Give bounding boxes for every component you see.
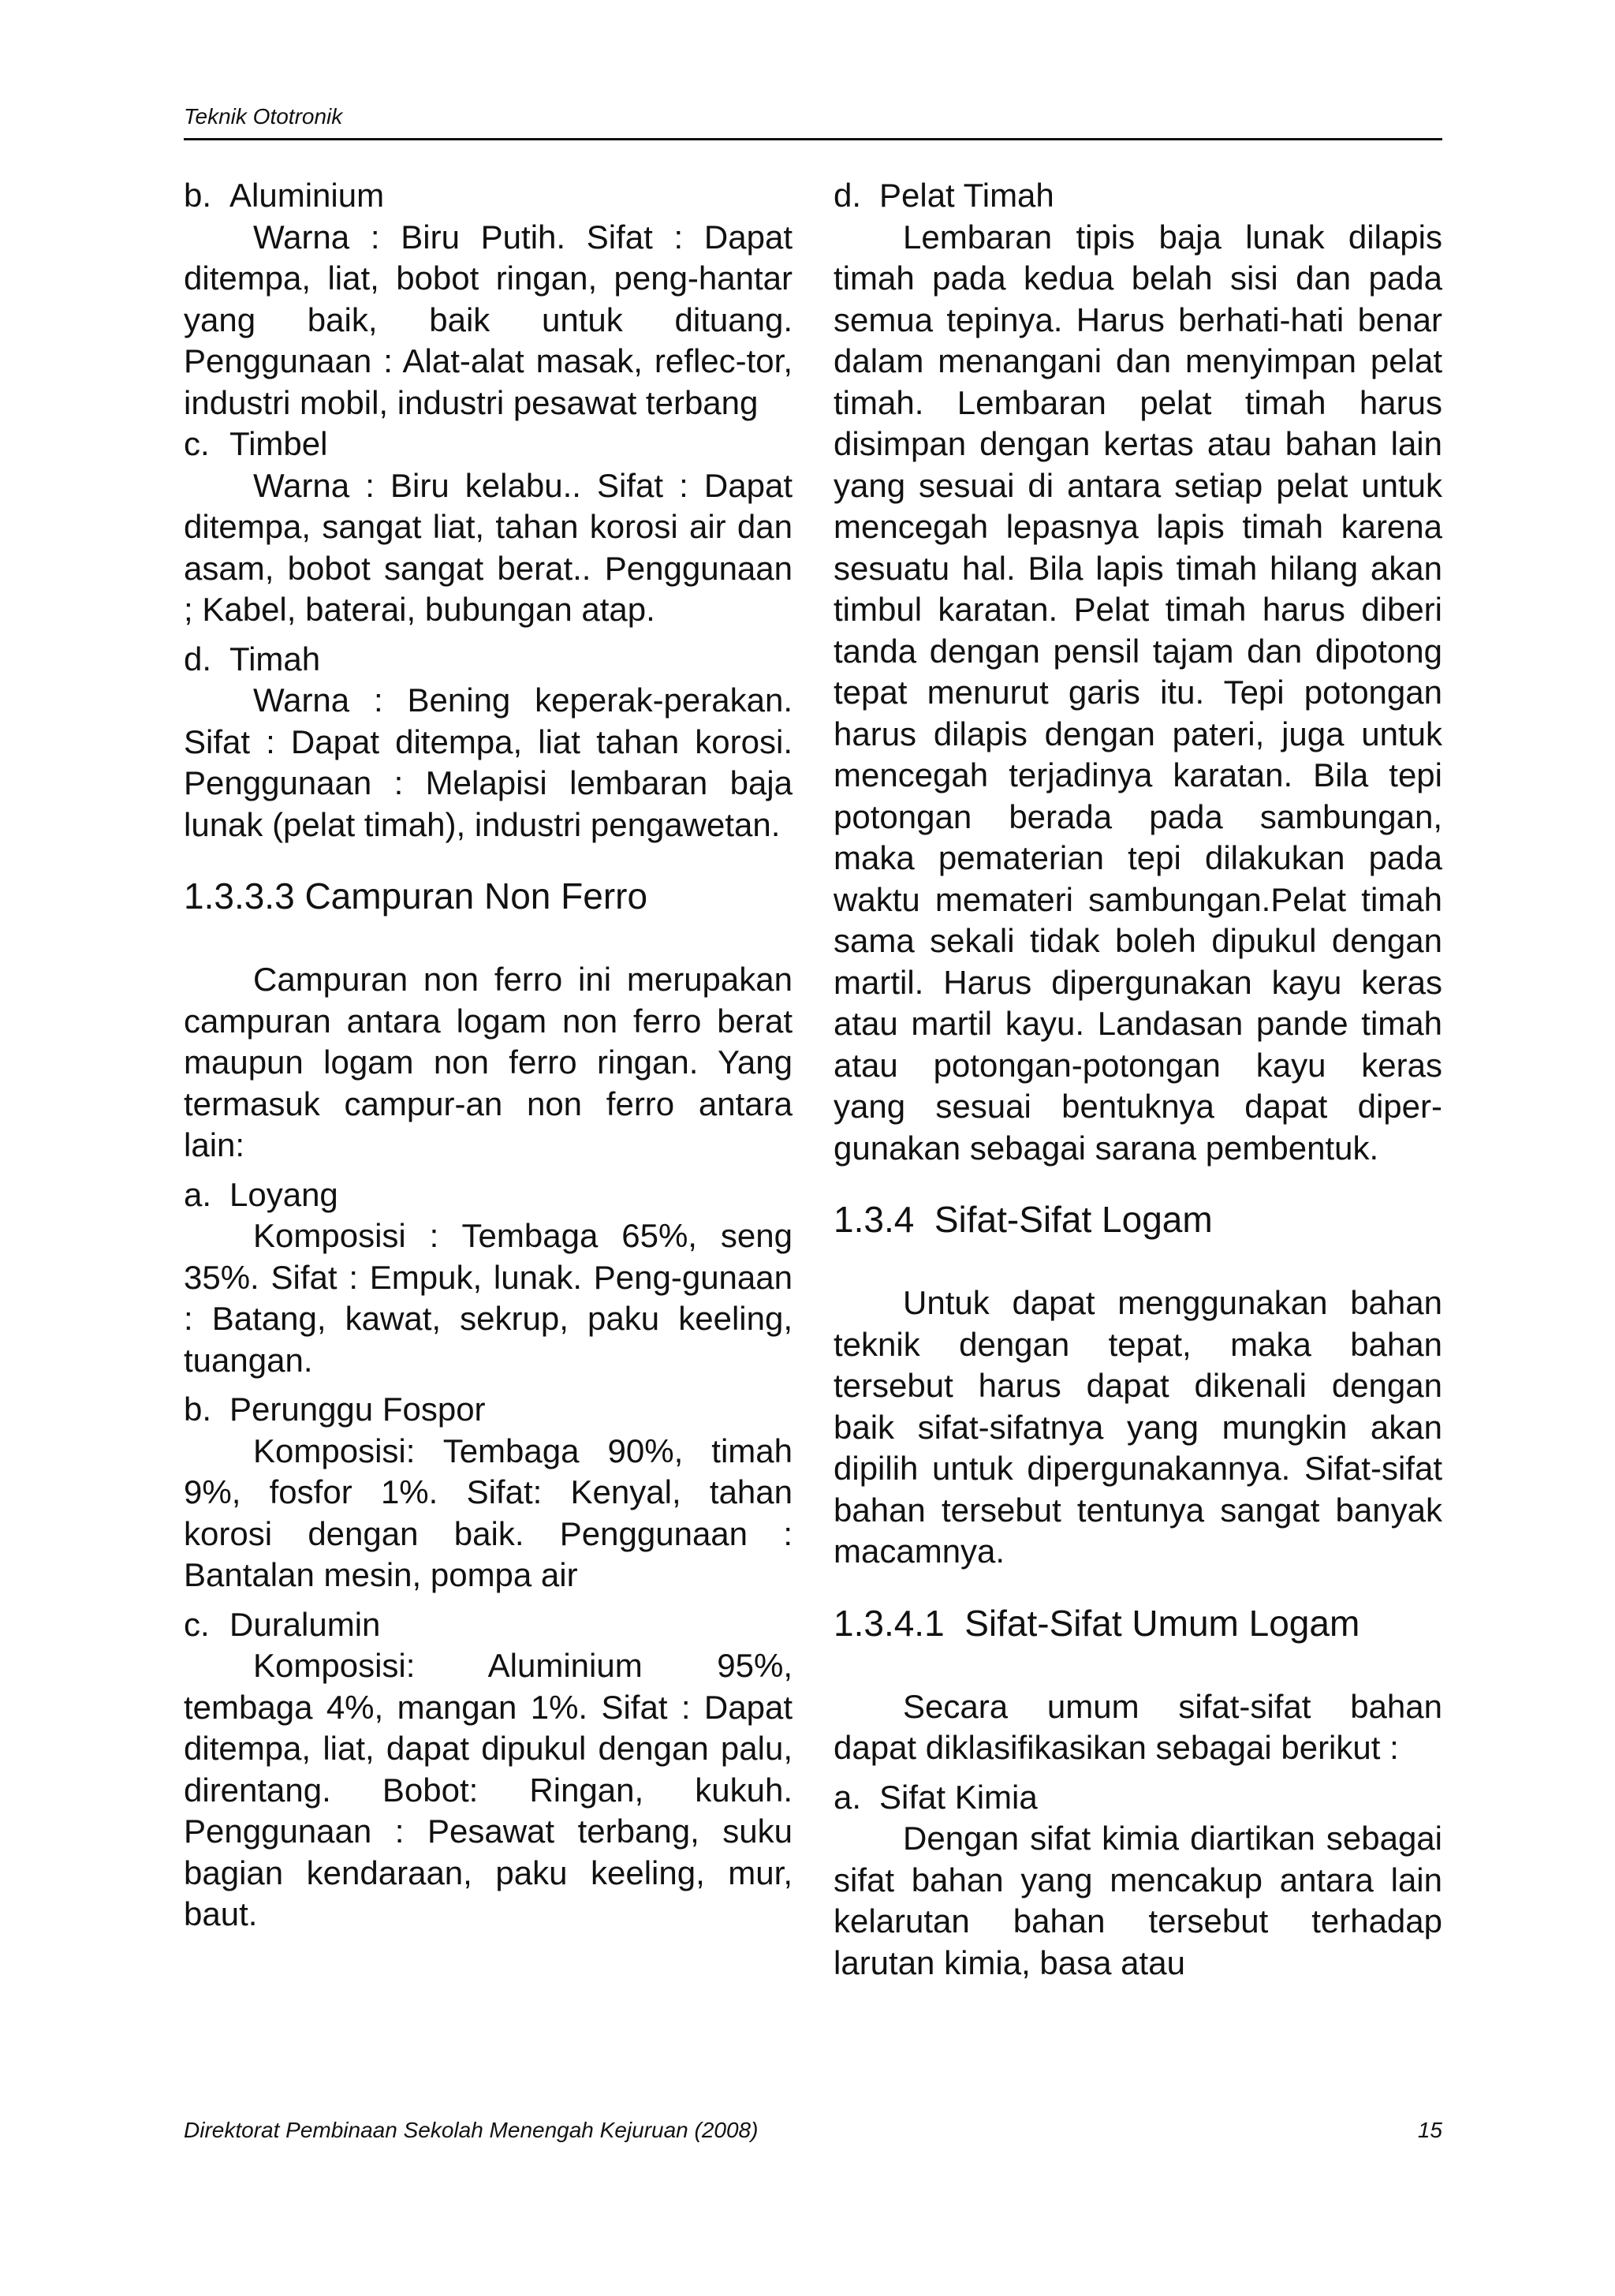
item-letter: a. — [184, 1175, 212, 1213]
section-intro: Campuran non ferro ini merupakan campuran antara logam non ferro berat maupun logam non ferro ringan. Yang termasuk campur-an non ferro antara lain: — [184, 961, 793, 1163]
item-text: Komposisi: Tembaga 90%, timah 9%, fosfor 1%. Sifat: Kenyal, tahan korosi dengan baik. Penggunaan : Bantalan mesin, pompa air — [184, 1432, 793, 1593]
item-sifat-kimia — [834, 1777, 1442, 1984]
item-title: Pelat Timah — [879, 177, 1054, 214]
right-column — [834, 175, 1442, 1984]
item-text: Warna : Bening keperak-perakan. Sifat : Dapat ditempa, liat tahan korosi. Penggunaan : Melapisi lembaran baja lunak (pelat timah), industri pengawetan. — [184, 681, 793, 843]
item-text: Komposisi: Aluminium 95%, tembaga 4%, mangan 1%. Sifat : Dapat ditempa, liat, dapat dipukul dengan palu, direntang. Bobot: Ringan, kukuh. Penggunaan : Pesawat terbang, suku bagian kendaraan, paku keeling, mur, baut. — [184, 1647, 793, 1932]
item-letter: a. — [834, 1778, 862, 1816]
section-text: Untuk dapat menggunakan bahan teknik dengan tepat, maka bahan tersebut harus dapat dikenali dengan baik sifat-sifatnya yang mungkin akan dipilih untuk dipergunakannya. Sifat-sifat bahan tersebut tentunya sangat banyak macamnya. — [834, 1284, 1442, 1570]
item-letter: b. — [184, 177, 212, 214]
item-loyang — [184, 1174, 793, 1382]
item-text: Warna : Biru kelabu.. Sifat : Dapat ditempa, sangat liat, tahan korosi air dan asam, bobot sangat berat.. Penggunaan ; Kabel, baterai, bubungan atap. — [184, 466, 793, 628]
item-title: Timah — [229, 640, 321, 678]
item-title: Aluminium — [229, 177, 385, 214]
item-title: Sifat Kimia — [879, 1778, 1038, 1816]
item-timbel — [184, 424, 793, 631]
item-title: Loyang — [229, 1175, 338, 1213]
item-letter: c. — [184, 1605, 210, 1643]
item-letter: c. — [184, 425, 210, 462]
item-title: Timbel — [229, 425, 328, 462]
item-text: Dengan sifat kimia diartikan sebagai sifat bahan yang mencakup antara lain kelarutan bahan tersebut terhadap larutan kimia, basa atau — [834, 1820, 1442, 1981]
running-header: Teknik Ototronik — [184, 104, 343, 129]
page-number: 15 — [1417, 2118, 1442, 2142]
item-text: Warna : Biru Putih. Sifat : Dapat ditempa, liat, bobot ringan, peng-hantar yang baik, baik untuk dituang. Penggunaan : Alat-alat masak, reflec-tor, industri mobil, industri pesawat terbang — [184, 218, 793, 421]
header-rule — [184, 138, 1442, 140]
item-letter: b. — [184, 1391, 212, 1428]
left-column — [184, 175, 793, 1936]
section-heading-sifat-sifat-logam: 1.3.4 Sifat-Sifat Logam — [834, 1199, 1213, 1240]
section-heading-campuran-non-ferro: 1.3.3.3 Campuran Non Ferro — [184, 875, 648, 917]
item-letter: d. — [184, 640, 212, 678]
item-letter: d. — [834, 177, 862, 214]
item-title: Perunggu Fospor — [229, 1391, 486, 1428]
item-duralumin — [184, 1604, 793, 1936]
item-perunggu-fospor — [184, 1389, 793, 1596]
item-pelat-timah — [834, 175, 1442, 1169]
item-timah — [184, 639, 793, 846]
section-text: Secara umum sifat-sifat bahan dapat diklasifikasikan sebagai berikut : — [834, 1687, 1442, 1766]
item-text: Komposisi : Tembaga 65%, seng 35%. Sifat : Empuk, lunak. Peng-gunaan : Batang, kawat, sekrup, paku keeling, tuangan. — [184, 1217, 793, 1379]
item-aluminium — [184, 175, 793, 424]
section-heading-sifat-umum-logam: 1.3.4.1 Sifat-Sifat Umum Logam — [834, 1602, 1360, 1644]
item-title: Duralumin — [229, 1605, 381, 1643]
footer-publisher: Direktorat Pembinaan Sekolah Menengah Kejuruan (2008) — [184, 2118, 759, 2142]
item-text: Lembaran tipis baja lunak dilapis timah pada kedua belah sisi dan pada semua tepinya. Harus berhati-hati benar dalam menangani dan menyimpan pelat timah. Lembaran pelat timah harus disimpan dengan kertas atau bahan lain yang sesuai di antara setiap pelat untuk mencegah lepasnya lapis timah karena sesuatu hal. Bila lapis timah hilang akan timbul karatan. Pelat timah harus diberi tanda dengan pensil tajam dan dipotong tepat menurut garis itu. Tepi potongan harus dilapis dengan pateri, juga untuk mencegah terjadinya karatan. Bila tepi potongan berada pada sambungan, maka pematerian tepi dilakukan pada waktu memateri sambungan.Pelat timah sama sekali tidak boleh dipukul dengan martil. Harus dipergunakan kayu keras atau martil kayu. Landasan pande timah atau potongan-potongan kayu keras yang sesuai bentuknya dapat diper-gunakan sebagai sarana pembentuk. — [834, 218, 1442, 1167]
